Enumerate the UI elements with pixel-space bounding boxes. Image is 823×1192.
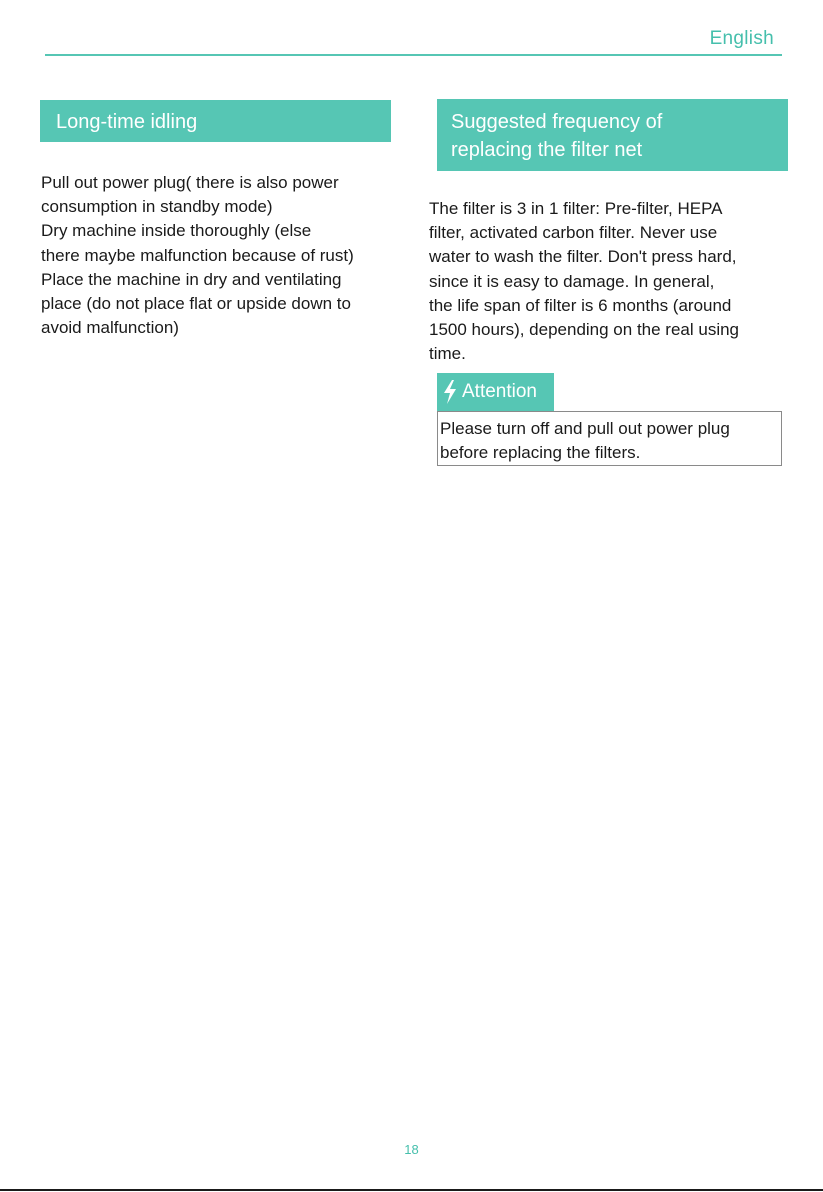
section-title-line: Suggested frequency of bbox=[451, 111, 663, 133]
text-line: consumption in standby mode) bbox=[41, 197, 273, 217]
text-line: 1500 hours), depending on the real using bbox=[429, 320, 740, 340]
text-line: since it is easy to damage. In general, bbox=[429, 271, 715, 291]
attention-label-text: Attention bbox=[462, 381, 537, 402]
language-label: English bbox=[709, 28, 774, 49]
text-line: Place the machine in dry and ventilating bbox=[41, 269, 342, 289]
text-line: avoid malfunction) bbox=[41, 318, 179, 338]
attention-label bbox=[437, 373, 554, 411]
text-line: Dry machine inside thoroughly (else bbox=[41, 221, 312, 241]
text-line: The filter is 3 in 1 filter: Pre-filter, HEPA bbox=[429, 199, 723, 218]
lightning-bolt-icon bbox=[442, 380, 458, 404]
section-title-line: replacing the filter net bbox=[451, 139, 643, 161]
text-line: filter, activated carbon filter. Never use bbox=[429, 223, 718, 243]
text-line: place (do not place flat or upside down to bbox=[41, 294, 351, 314]
text-line: time. bbox=[429, 344, 466, 364]
text-line: Pull out power plug( there is also power bbox=[41, 173, 339, 192]
text-line: there maybe malfunction because of rust) bbox=[41, 245, 354, 265]
text-line: the life span of filter is 6 months (around bbox=[429, 295, 732, 315]
bottom-divider bbox=[0, 1189, 823, 1191]
page-number: 18 bbox=[404, 1142, 419, 1157]
text-line: water to wash the filter. Don't press hard, bbox=[429, 247, 737, 267]
notice-line: before replacing the filters. bbox=[440, 443, 641, 463]
attention-notice bbox=[437, 411, 782, 466]
section-title-filter-replacement bbox=[437, 99, 788, 171]
section-title-long-time-idling: Long-time idling bbox=[40, 100, 391, 142]
notice-line: Please turn off and pull out power plug bbox=[440, 419, 730, 438]
filter-replacement-text bbox=[429, 197, 739, 366]
long-time-idling-text bbox=[41, 171, 354, 340]
page-header bbox=[45, 20, 782, 56]
